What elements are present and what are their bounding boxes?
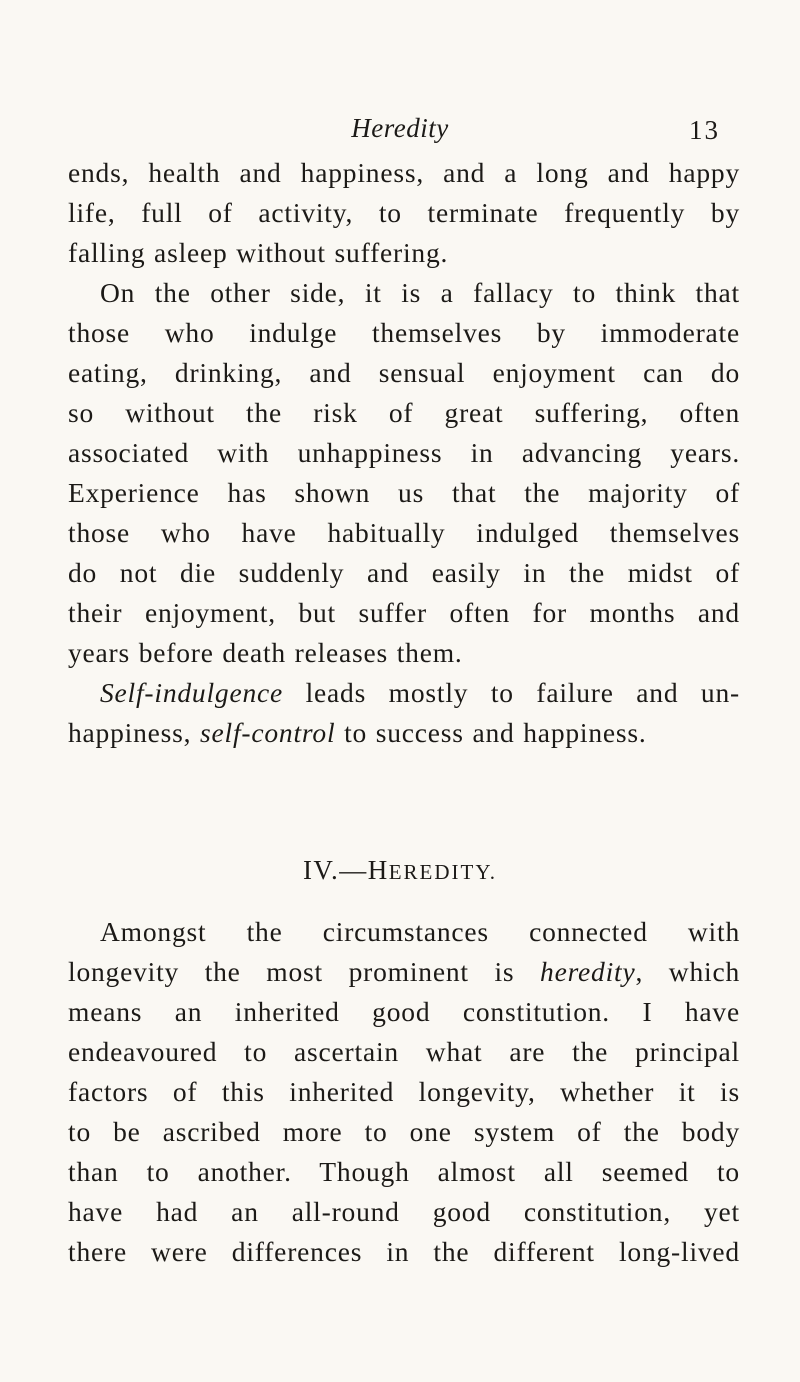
section-heading	[0, 855, 800, 886]
text-line: Amongst the circumstances connected with	[100, 916, 740, 947]
text-line: than to another. Though almost all seemed to	[68, 1156, 740, 1187]
running-title: Heredity	[351, 113, 449, 143]
section-numeral: IV.	[302, 855, 340, 885]
text-line: endeavoured to ascertain what are the principal	[68, 1036, 740, 1067]
text-line	[68, 952, 740, 992]
italic-phrase: heredity	[540, 956, 636, 987]
text-run: longevity the most prominent is	[68, 956, 541, 987]
text-line	[68, 713, 740, 753]
text-line: life, full of activity, to terminate frequently by	[68, 197, 740, 228]
text-line	[68, 673, 740, 713]
text-line: factors of this inherited longevity, whether it is	[68, 1076, 740, 1107]
italic-phrase: Self-indulgence	[100, 677, 284, 708]
text-line: years before death releases them.	[68, 637, 463, 668]
text-line: there were differences in the different long-lived	[68, 1236, 740, 1267]
text-line: Experience has shown us that the majority of	[68, 477, 740, 508]
paragraph-group-lower	[68, 912, 740, 1272]
italic-phrase: self-control	[200, 717, 336, 748]
text-line: means an inherited good constitution. I have	[68, 996, 740, 1027]
text-line: eating, drinking, and sensual enjoyment can do	[68, 357, 740, 388]
text-line: to be ascribed more to one system of the body	[68, 1116, 740, 1147]
text-line: their enjoyment, but suffer often for months and	[68, 597, 740, 628]
section-title-initial: H	[367, 855, 389, 885]
text-line: falling asleep without suffering.	[68, 237, 449, 268]
paragraph-group-upper	[68, 153, 740, 753]
text-run: leads mostly to failure and un-	[283, 677, 740, 708]
page-number: 13	[689, 115, 720, 145]
text-line: have had an all-round good constitution, yet	[68, 1196, 740, 1227]
text-line: do not die suddenly and easily in the midst of	[68, 557, 740, 588]
text-line: On the other side, it is a fallacy to think that	[100, 277, 740, 308]
text-line: those who indulge themselves by immoderate	[68, 317, 740, 348]
text-run: happiness,	[68, 717, 201, 748]
running-head	[0, 113, 800, 153]
text-run: to success and happiness.	[335, 717, 647, 748]
section-title-smallcaps: EREDITY.	[388, 860, 498, 884]
section-dash: —	[339, 855, 368, 885]
text-line: those who have habitually indulged themselves	[68, 517, 740, 548]
text-line: so without the risk of great suffering, often	[68, 397, 740, 428]
text-line: associated with unhappiness in advancing years.	[68, 437, 740, 468]
text-line: ends, health and happiness, and a long and happy	[68, 157, 740, 188]
text-run: , which	[635, 956, 740, 987]
